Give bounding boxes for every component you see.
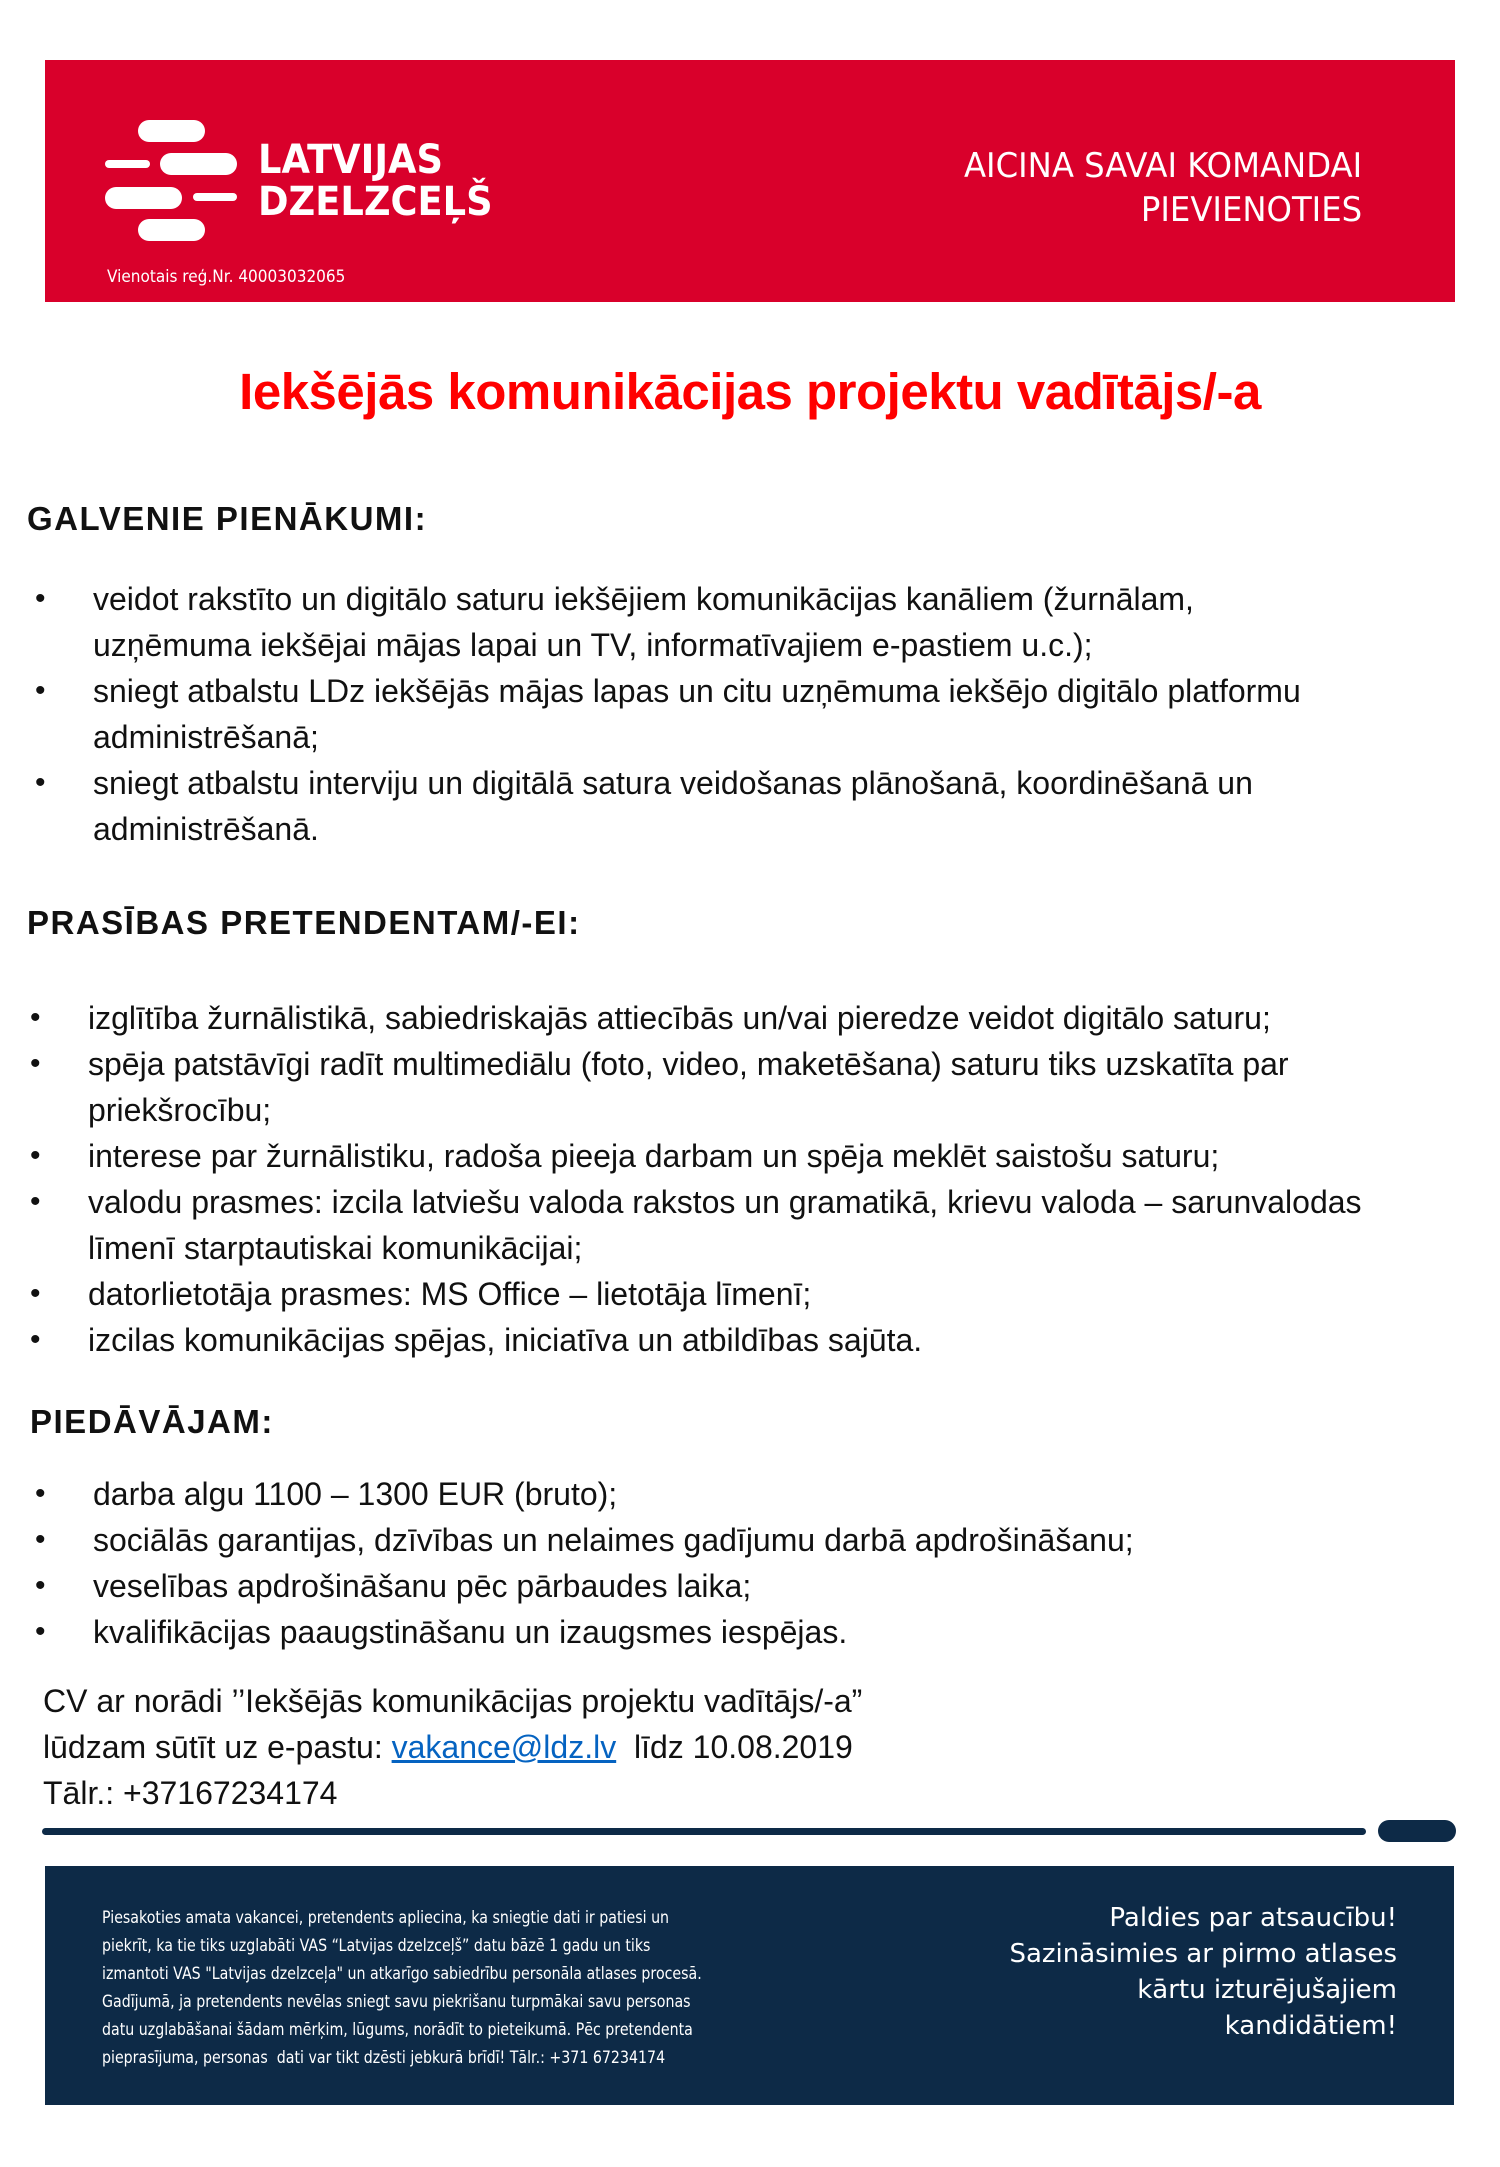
email-link[interactable]: vakance@ldz.lv	[391, 1729, 617, 1765]
requirements-list	[30, 995, 1362, 1363]
contact-email-line	[43, 1724, 862, 1770]
registration-number: Vienotais reģ.Nr. 40003032065	[107, 267, 346, 287]
thanks-line: Sazināsimies ar pirmo atlases	[1009, 1939, 1397, 1969]
list-item: • sniegt atbalstu interviju un digitālā satura veidošanas plānošanā, koordinēšanā un administrēšanā.	[93, 760, 1301, 852]
disclaimer-line: izmantoti VAS "Latvijas dzelzceļa" un atkarīgo sabiedrību personāla atlases procesā.	[102, 1964, 702, 1983]
list-item: • darba algu 1100 – 1300 EUR (bruto);	[93, 1471, 1134, 1517]
list-item: • datorlietotāja prasmes: MS Office – lietotāja līmenī;	[88, 1271, 1362, 1317]
contact-block	[43, 1678, 862, 1816]
disclaimer-line: piekrīt, ka tie tiks uzglabāti VAS “Latvijas dzelzceļš” datu bāzē 1 gadu un tiks	[102, 1936, 651, 1955]
job-title: Iekšējās komunikācijas projektu vadītājs/-a	[239, 363, 1261, 420]
bullet-icon: •	[35, 1477, 46, 1510]
logo-text-line2: DZELZCEĻŠ	[258, 179, 493, 225]
section-heading-requirements: PRASĪBAS PRETENDENTAM/-EI:	[27, 904, 581, 941]
disclaimer-line: Gadījumā, ja pretendents nevēlas sniegt savu piekrišanu turpmākai savu personas	[102, 1992, 691, 2011]
deadline-text: līdz 10.08.2019	[616, 1729, 853, 1765]
bullet-icon: •	[30, 1047, 41, 1080]
invite-line: AICINA SAVAI KOMANDAI	[963, 146, 1362, 186]
logo-bar	[138, 120, 205, 142]
bullet-icon: •	[30, 1323, 41, 1356]
logo-bar	[160, 153, 237, 175]
logo-dash	[105, 160, 150, 168]
list-item: • valodu prasmes: izcila latviešu valoda rakstos un gramatikā, krievu valoda – sarunvalodas līmenī starptautiskai komunikācijai;	[88, 1179, 1362, 1271]
section-heading-duties: GALVENIE PIENĀKUMI:	[27, 500, 428, 537]
contact-phone: Tālr.: +37167234174	[43, 1775, 338, 1811]
divider-pill	[1378, 1820, 1456, 1842]
bullet-icon: •	[30, 1277, 41, 1310]
logo-dash	[193, 193, 237, 201]
disclaimer-line: datu uzglabāšanai šādam mērķim, lūgums, norādīt to pieteikumā. Pēc pretendenta	[102, 2020, 693, 2039]
list-item: • veidot rakstīto un digitālo saturu iekšējiem komunikācijas kanāliem (žurnālam, uzņēmuma iekšējai mājas lapai un TV, informatīvajiem e-pastiem u.c.);	[93, 576, 1301, 668]
bullet-icon: •	[35, 1569, 46, 1602]
header-banner	[45, 60, 1455, 302]
list-item: • izglītība žurnālistikā, sabiedriskajās attiecībās un/vai pieredze veidot digitālo saturu;	[88, 995, 1362, 1041]
bullet-icon: •	[30, 1001, 41, 1034]
offer-list	[35, 1471, 1134, 1655]
footer-panel	[45, 1866, 1454, 2105]
privacy-disclaimer	[102, 1904, 816, 2072]
bullet-icon: •	[35, 1523, 46, 1556]
list-item: • izcilas komunikācijas spējas, iniciatīva un atbildības sajūta.	[88, 1317, 1362, 1363]
invite-text	[943, 144, 1362, 232]
duties-list	[35, 576, 1301, 852]
bullet-icon: •	[35, 1615, 46, 1648]
logo-text-line1: LATVIJAS	[258, 137, 444, 183]
disclaimer-line: pieprasījuma, personas dati var tikt dzēsti jebkurā brīdī! Tālr.: +371 67234174	[102, 2048, 666, 2067]
bullet-icon: •	[35, 674, 46, 707]
thanks-line: Paldies par atsaucību!	[1109, 1903, 1397, 1933]
logo-bar	[105, 187, 182, 209]
list-item: • kvalifikācijas paaugstināšanu un izaugsmes iespējas.	[93, 1609, 1134, 1655]
bullet-icon: •	[35, 766, 46, 799]
invite-line: PIEVIENOTIES	[1140, 190, 1362, 230]
thanks-line: kandidātiem!	[1224, 2011, 1397, 2041]
thanks-message	[1009, 1900, 1397, 2044]
list-item: • sociālās garantijas, dzīvības un nelaimes gadījumu darbā apdrošināšanu;	[93, 1517, 1134, 1563]
list-item: • veselības apdrošināšanu pēc pārbaudes laika;	[93, 1563, 1134, 1609]
list-item: • sniegt atbalstu LDz iekšējās mājas lapas un citu uzņēmuma iekšējo digitālo platformu administrēšanā;	[93, 668, 1301, 760]
logo-bar	[138, 219, 205, 241]
bullet-icon: •	[30, 1139, 41, 1172]
thanks-line: kārtu izturējušajiem	[1137, 1975, 1397, 2005]
bullet-icon: •	[30, 1185, 41, 1218]
list-item: • interese par žurnālistiku, radoša pieeja darbam un spēja meklēt saistošu saturu;	[88, 1133, 1362, 1179]
disclaimer-line: Piesakoties amata vakancei, pretendents apliecina, ka sniegtie dati ir patiesi un	[102, 1908, 670, 1927]
list-item: • spēja patstāvīgi radīt multimediālu (foto, video, maketēšana) saturu tiks uzskatīta par priekšrocību;	[88, 1041, 1362, 1133]
bullet-icon: •	[35, 582, 46, 615]
contact-email-label: lūdzam sūtīt uz e-pastu:	[43, 1729, 392, 1765]
divider-line	[42, 1828, 1366, 1835]
section-heading-offer: PIEDĀVĀJAM:	[30, 1403, 274, 1440]
contact-cv-note: CV ar norādi ’’Iekšējās komunikācijas projektu vadītājs/-a”	[43, 1683, 863, 1719]
